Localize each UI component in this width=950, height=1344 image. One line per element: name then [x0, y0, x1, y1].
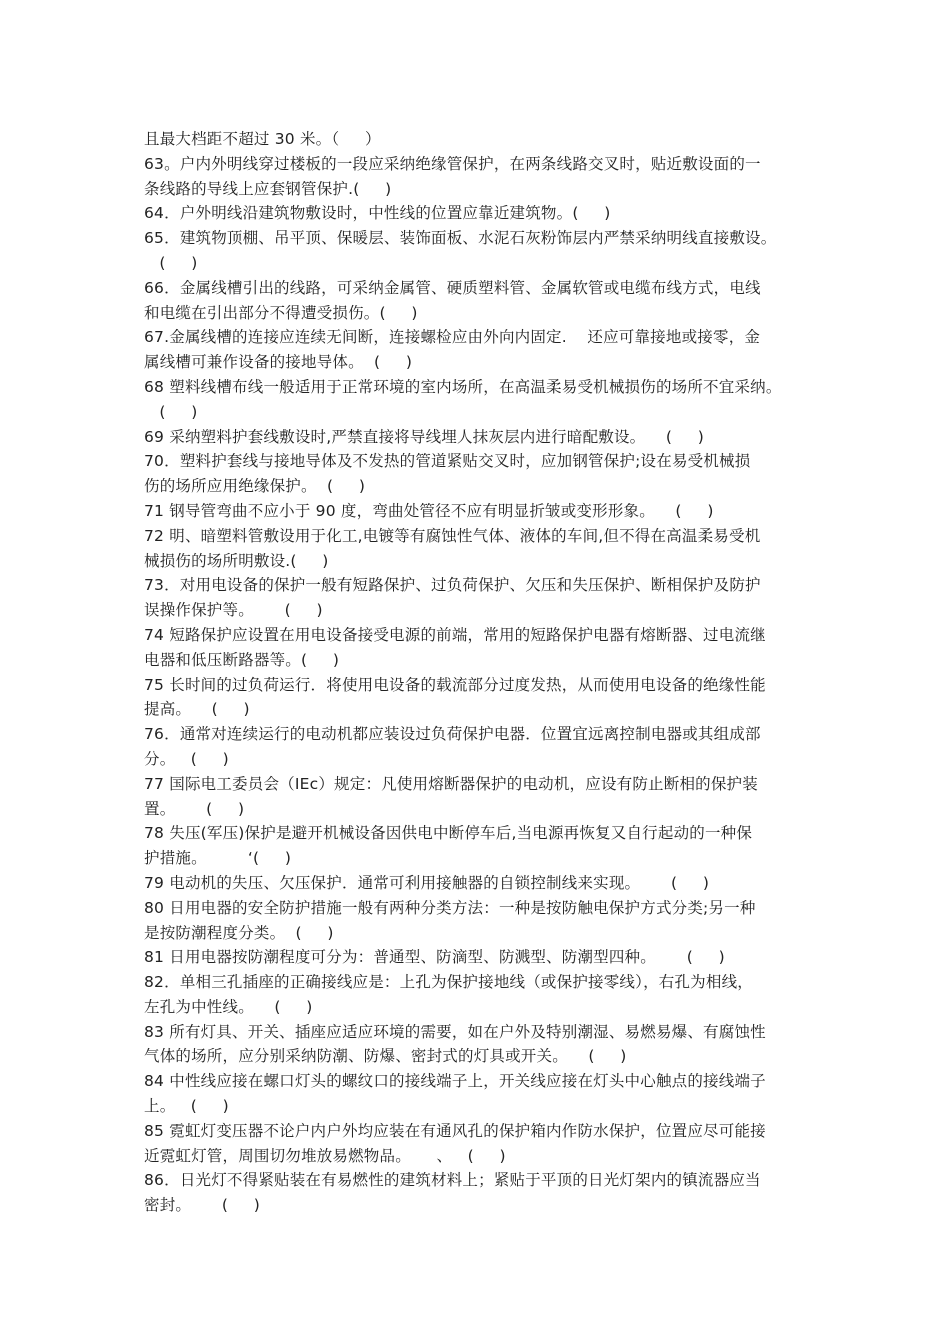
text-line: 83 所有灯具、开关、插座应适应环境的需要，如在户外及特别潮湿、易燃易爆、有腐蚀性 — [144, 1022, 766, 1041]
text-line: 63。户内外明线穿过楼板的一段应采纳绝缘管保护，在两条线路交叉时，贴近敷设面的一 — [144, 154, 761, 173]
text-line: 81 日用电器按防潮程度可分为：普通型、防滴型、防溅型、防潮型四种。 ( ) — [144, 948, 725, 967]
text-line: 69 采纳塑料护套线敷设时,严禁直接将导线埋人抹灰层内进行暗配敷设。 ( ) — [144, 427, 705, 446]
text-line: 64．户外明线沿建筑物敷设时，中性线的位置应靠近建筑物。( ) — [144, 204, 611, 223]
text-line: 68 塑料线槽布线一般适用于正常环境的室内场所，在高温柔易受机械损伤的场所不宜采纳。 — [144, 377, 782, 396]
text-line: 护措施。 ‘( ) — [144, 849, 292, 868]
text-line: 67.金属线槽的连接应连续无间断，连接螺检应由外向内固定. 还应可靠接地或接零，金 — [144, 328, 761, 347]
text-line: 上。 ( ) — [144, 1097, 229, 1116]
text-line: ( ) — [144, 253, 198, 272]
text-line: 71 钢导管弯曲不应小于 90 度，弯曲处管径不应有明显折皱或变形形象。 ( ) — [144, 501, 714, 520]
text-line: 误操作保护等。 ( ) — [144, 601, 323, 620]
text-line: 73．对用电设备的保护一般有短路保护、过负荷保护、欠压和失压保护、断相保护及防护 — [144, 576, 761, 595]
text-line: 78 失压(军压)保护是避开机械设备因供电中断停车后,当电源再恢复又自行起动的一种保 — [144, 824, 753, 843]
text-line: 80 日用电器的安全防护措施一般有两种分类方法：一种是按防触电保护方式分类;另一种 — [144, 898, 756, 917]
text-line: ( ) — [144, 402, 198, 421]
text-line: 条线路的导线上应套钢管保护.( ) — [144, 179, 392, 198]
text-line: 76．通常对连续运行的电动机都应装设过负荷保护电器．位置宜远离控制电器或其组成部 — [144, 725, 761, 744]
text-line: 75 长时间的过负荷运行．将使用电设备的载流部分过度发热，从而使用电设备的绝缘性能 — [144, 675, 766, 694]
text-line: 79 电动机的失压、欠压保护．通常可利用接触器的自锁控制线来实现。 ( ) — [144, 873, 710, 892]
text-line: 85 霓虹灯变压器不论户内户外均应装在有通风孔的保护箱内作防水保护，位置应尽可能接 — [144, 1121, 766, 1140]
text-line: 伤的场所应用绝缘保护。 ( ) — [144, 477, 366, 496]
text-line: 属线槽可兼作设备的接地导体。 ( ) — [144, 353, 413, 372]
text-line: 电器和低压断路器等。( ) — [144, 650, 340, 669]
text-line: 械损伤的场所明敷设.( ) — [144, 551, 329, 570]
text-line: 65．建筑物顶棚、吊平顶、保暖层、装饰面板、水泥石灰粉饰层内严禁采纳明线直接敷设。 — [144, 229, 777, 248]
text-line: 77 国际电工委员会（IEc）规定：凡使用熔断器保护的电动机，应设有防止断相的保护装 — [144, 774, 758, 793]
text-line: 84 中性线应接在螺口灯头的螺纹口的接线端子上，开关线应接在灯头中心触点的接线端子 — [144, 1072, 766, 1091]
text-line: 和电缆在引出部分不得遭受损伤。( ) — [144, 303, 418, 322]
text-line: 近霓虹灯管，周围切勿堆放易燃物品。 、 ( ) — [144, 1146, 506, 1165]
text-line: 70．塑料护套线与接地导体及不发热的管道紧贴交叉时，应加钢管保护;设在易受机械损 — [144, 452, 751, 471]
text-line: 气体的场所，应分别采纳防潮、防爆、密封式的灯具或开关。 ( ) — [144, 1047, 627, 1066]
text-line: 密封。 ( ) — [144, 1196, 260, 1215]
text-line: 左孔为中性线。 ( ) — [144, 997, 313, 1016]
text-line: 置。 ( ) — [144, 799, 245, 818]
text-line: 66．金属线槽引出的线路，可采纳金属管、硬质塑料管、金属软管或电缆布线方式，电线 — [144, 278, 761, 297]
text-line: 72 明、暗塑料管敷设用于化工,电镀等有腐蚀性气体、液体的车间,但不得在高温柔易受机 — [144, 526, 761, 545]
text-line: 且最大档距不超过 30 米。（ ） — [144, 130, 381, 148]
text-line: 74 短路保护应设置在用电设备接受电源的前端，常用的短路保护电器有熔断器、过电流继 — [144, 625, 766, 644]
text-line: 是按防潮程度分类。 ( ) — [144, 923, 334, 942]
text-line: 提高。 ( ) — [144, 700, 250, 719]
text-line: 86．日光灯不得紧贴装在有易燃性的建筑材料上；紧贴于平顶的日光灯架内的镇流器应当 — [144, 1171, 761, 1190]
document-body — [144, 127, 824, 1218]
text-line: 分。 ( ) — [144, 749, 229, 768]
text-line: 82．单相三孔插座的正确接线应是：上孔为保护接地线（或保护接零线），右孔为相线， — [144, 973, 753, 992]
